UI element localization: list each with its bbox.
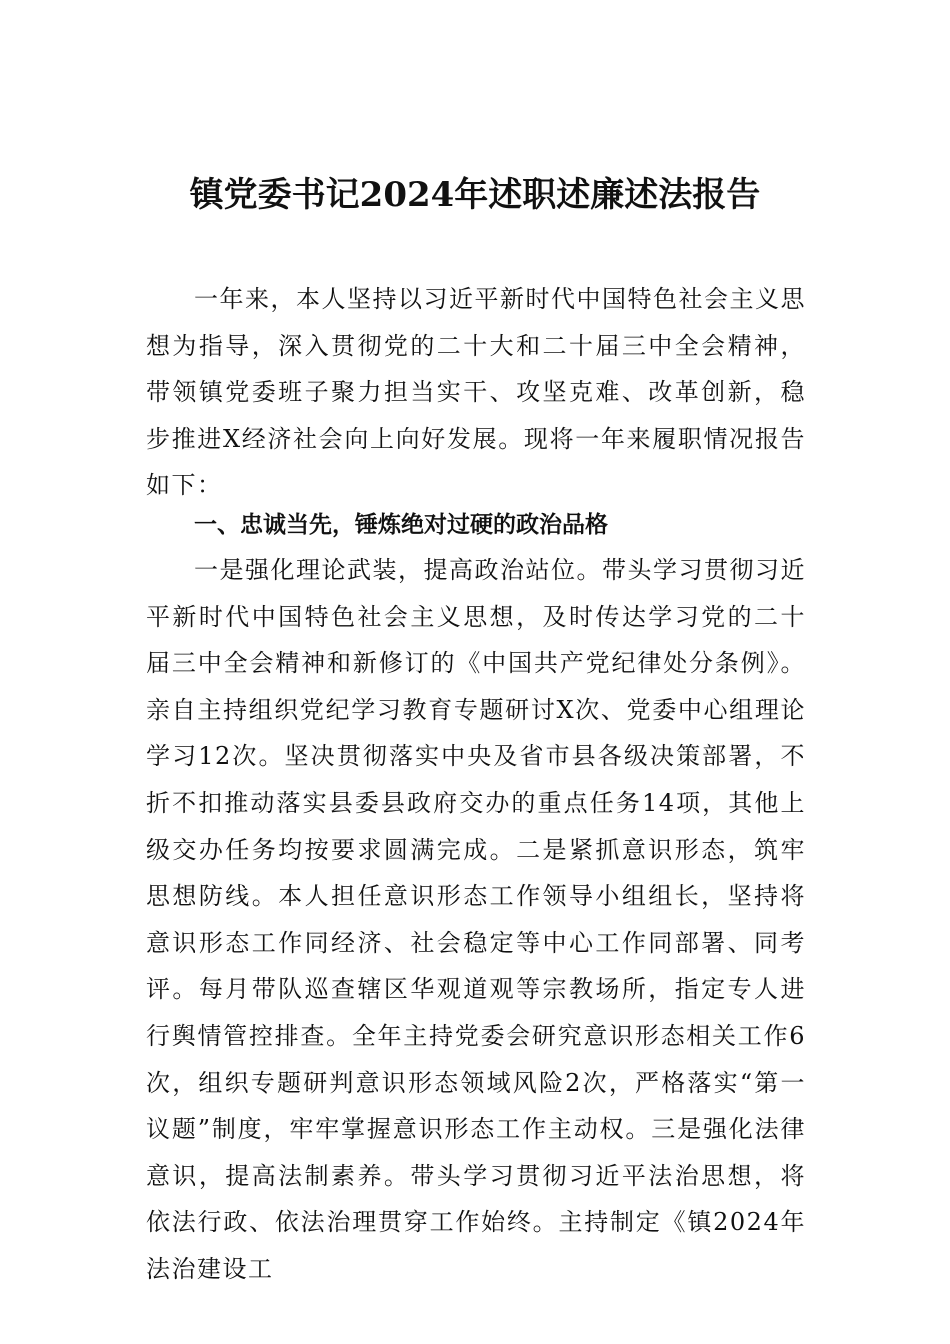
section-1-paragraph: 一是强化理论武装，提高政治站位。带头学习贯彻习近平新时代中国特色社会主义思想，及时传达学习党的二十届三中全会精神和新修订的《中国共产党纪律处分条例》。亲自主持组织党纪学习教育专题研讨X次、党委中心组理论学习12次。坚决贯彻落实中央及省市县各级决策部署，不折不扣推动落实县委县政府交办的重点任务14项，其他上级交办任务均按要求圆满完成。二是紧抓意识形态，筑牢思想防线。本人担任意识形态工作领导小组组长，坚持将意识形态工作同经济、社会稳定等中心工作同部署、同考评。每月带队巡查辖区华观道观等宗教场所，指定专人进行舆情管控排查。全年主持党委会研究意识形态相关工作6次，组织专题研判意识形态领域风险2次，严格落实“第一议题”制度，牢牢掌握意识形态工作主动权。三是强化法律意识，提高法制素养。带头学习贯彻习近平法治思想，将依法行政、依法治理贯穿工作始终。主持制定《镇2024年法治建设工 <box>146 556 806 1283</box>
intro-paragraph: 一年来，本人坚持以习近平新时代中国特色社会主义思想为指导，深入贯彻党的二十大和二十届三中全会精神，带领镇党委班子聚力担当实干、攻坚克难、改革创新，稳步推进X经济社会向上向好发展。现将一年来履职情况报告如下： <box>146 285 806 500</box>
section-heading-1: 一、忠诚当先，锤炼绝对过硬的政治品格 <box>194 512 608 538</box>
document-title: 镇党委书记2024年述职述廉述法报告 <box>189 175 761 215</box>
